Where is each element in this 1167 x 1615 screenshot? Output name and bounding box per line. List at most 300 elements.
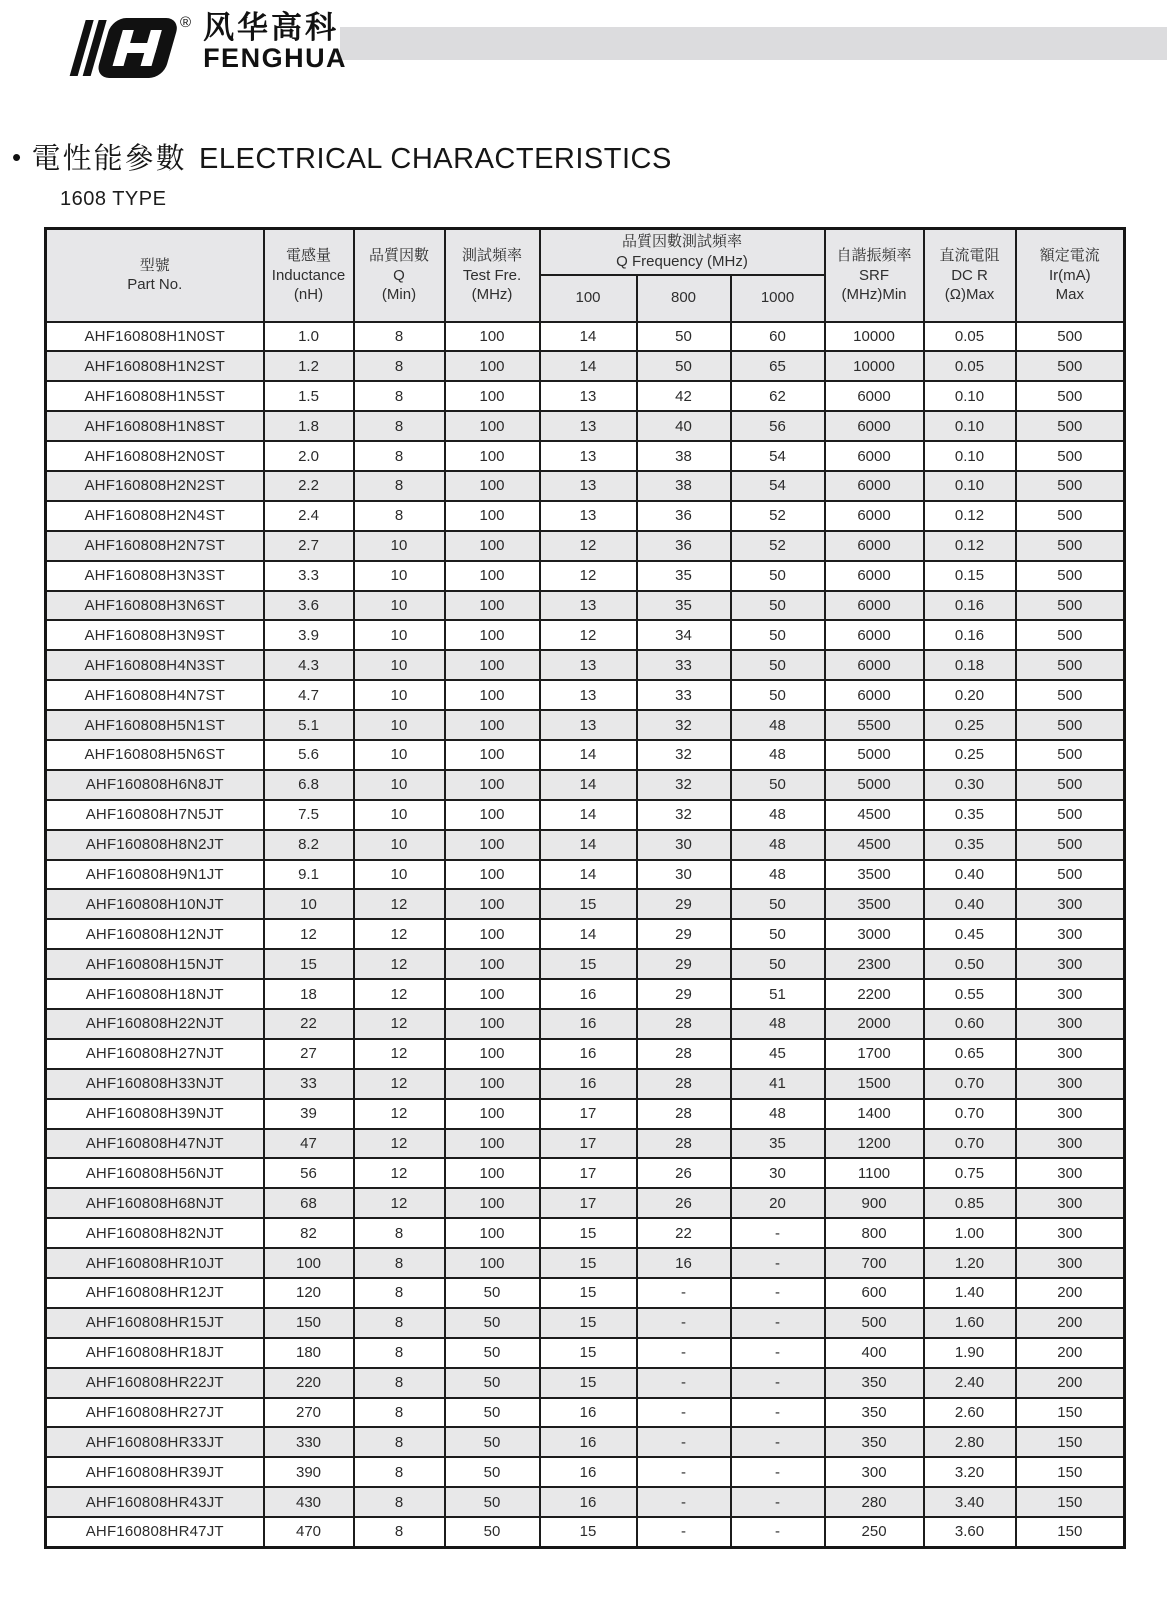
value-cell: 3500 bbox=[825, 860, 924, 890]
value-cell: 500 bbox=[1016, 411, 1125, 441]
value-cell: 16 bbox=[540, 1009, 637, 1039]
value-cell: 2.2 bbox=[264, 471, 354, 501]
value-cell: 0.65 bbox=[924, 1039, 1016, 1069]
type-subtitle: 1608 TYPE bbox=[60, 188, 167, 210]
value-cell: 14 bbox=[540, 860, 637, 890]
table-row bbox=[46, 411, 1125, 441]
value-cell: 0.50 bbox=[924, 949, 1016, 979]
value-cell: 14 bbox=[540, 322, 637, 352]
value-cell: 100 bbox=[445, 1069, 540, 1099]
table-row bbox=[46, 1129, 1125, 1159]
value-cell: 45 bbox=[731, 1039, 825, 1069]
table-row bbox=[46, 1099, 1125, 1129]
value-cell: 280 bbox=[825, 1487, 924, 1517]
table-row bbox=[46, 561, 1125, 591]
part-no-cell: AHF160808H3N9ST bbox=[46, 620, 264, 650]
electrical-characteristics-table bbox=[44, 227, 1126, 1549]
value-cell: 4.7 bbox=[264, 680, 354, 710]
value-cell: 300 bbox=[1016, 889, 1125, 919]
value-cell: 10 bbox=[354, 830, 445, 860]
value-cell: 300 bbox=[1016, 1158, 1125, 1188]
value-cell: 14 bbox=[540, 351, 637, 381]
table-row bbox=[46, 650, 1125, 680]
value-cell: 12 bbox=[354, 1009, 445, 1039]
value-cell: 28 bbox=[637, 1129, 731, 1159]
value-cell: - bbox=[731, 1278, 825, 1308]
value-cell: 12 bbox=[354, 889, 445, 919]
table-row bbox=[46, 800, 1125, 830]
value-cell: 0.10 bbox=[924, 441, 1016, 471]
value-cell: 2300 bbox=[825, 949, 924, 979]
value-cell: 60 bbox=[731, 322, 825, 352]
table-row bbox=[46, 770, 1125, 800]
value-cell: 500 bbox=[1016, 322, 1125, 352]
value-cell: 5.1 bbox=[264, 710, 354, 740]
value-cell: 500 bbox=[1016, 650, 1125, 680]
value-cell: 6000 bbox=[825, 650, 924, 680]
value-cell: 270 bbox=[264, 1398, 354, 1428]
value-cell: 5000 bbox=[825, 740, 924, 770]
value-cell: 500 bbox=[1016, 501, 1125, 531]
value-cell: 12 bbox=[354, 919, 445, 949]
part-no-cell: AHF160808HR43JT bbox=[46, 1487, 264, 1517]
part-no-cell: AHF160808HR12JT bbox=[46, 1278, 264, 1308]
value-cell: 100 bbox=[445, 471, 540, 501]
value-cell: 20 bbox=[731, 1188, 825, 1218]
value-cell: 50 bbox=[445, 1398, 540, 1428]
table-row bbox=[46, 949, 1125, 979]
value-cell: - bbox=[731, 1248, 825, 1278]
table-row bbox=[46, 471, 1125, 501]
table-row bbox=[46, 1457, 1125, 1487]
value-cell: 50 bbox=[731, 889, 825, 919]
col-header-dcr: 直流電阻 DC R (Ω)Max bbox=[924, 229, 1016, 322]
part-no-cell: AHF160808H1N5ST bbox=[46, 381, 264, 411]
value-cell: 500 bbox=[1016, 830, 1125, 860]
table-row bbox=[46, 501, 1125, 531]
value-cell: 33 bbox=[637, 680, 731, 710]
value-cell: 56 bbox=[264, 1158, 354, 1188]
value-cell: 16 bbox=[540, 1398, 637, 1428]
value-cell: 16 bbox=[540, 979, 637, 1009]
value-cell: 32 bbox=[637, 800, 731, 830]
table-row bbox=[46, 322, 1125, 352]
value-cell: 33 bbox=[264, 1069, 354, 1099]
value-cell: 27 bbox=[264, 1039, 354, 1069]
value-cell: 8 bbox=[354, 1517, 445, 1547]
table-row bbox=[46, 1069, 1125, 1099]
value-cell: 6000 bbox=[825, 591, 924, 621]
value-cell: 50 bbox=[637, 322, 731, 352]
value-cell: 12 bbox=[540, 561, 637, 591]
value-cell: 6000 bbox=[825, 411, 924, 441]
value-cell: 16 bbox=[540, 1039, 637, 1069]
value-cell: - bbox=[731, 1218, 825, 1248]
value-cell: 50 bbox=[731, 561, 825, 591]
value-cell: 10 bbox=[264, 889, 354, 919]
table-row bbox=[46, 680, 1125, 710]
col-header-q-min: 品質因數 Q (Min) bbox=[354, 229, 445, 322]
value-cell: 17 bbox=[540, 1188, 637, 1218]
value-cell: 3.3 bbox=[264, 561, 354, 591]
value-cell: - bbox=[731, 1457, 825, 1487]
value-cell: 0.25 bbox=[924, 740, 1016, 770]
table-row bbox=[46, 1188, 1125, 1218]
value-cell: 100 bbox=[445, 351, 540, 381]
value-cell: 8 bbox=[354, 1487, 445, 1517]
value-cell: 5500 bbox=[825, 710, 924, 740]
value-cell: 68 bbox=[264, 1188, 354, 1218]
value-cell: 500 bbox=[1016, 860, 1125, 890]
table-row bbox=[46, 710, 1125, 740]
value-cell: 12 bbox=[354, 949, 445, 979]
value-cell: 100 bbox=[445, 561, 540, 591]
brand-logo bbox=[64, 12, 347, 84]
value-cell: 52 bbox=[731, 531, 825, 561]
part-no-cell: AHF160808H4N7ST bbox=[46, 680, 264, 710]
value-cell: 8 bbox=[354, 1398, 445, 1428]
value-cell: 8 bbox=[354, 1278, 445, 1308]
value-cell: 62 bbox=[731, 381, 825, 411]
value-cell: 16 bbox=[637, 1248, 731, 1278]
value-cell: 0.70 bbox=[924, 1129, 1016, 1159]
value-cell: - bbox=[637, 1457, 731, 1487]
col-header-q-freq-1000: 1000 bbox=[731, 275, 825, 322]
value-cell: 12 bbox=[354, 1158, 445, 1188]
value-cell: 22 bbox=[264, 1009, 354, 1039]
col-header-srf: 自諧振頻率 SRF (MHz)Min bbox=[825, 229, 924, 322]
value-cell: 220 bbox=[264, 1368, 354, 1398]
value-cell: 330 bbox=[264, 1427, 354, 1457]
value-cell: 100 bbox=[445, 591, 540, 621]
value-cell: 40 bbox=[637, 411, 731, 441]
value-cell: 35 bbox=[731, 1129, 825, 1159]
value-cell: 100 bbox=[445, 1218, 540, 1248]
value-cell: 12 bbox=[540, 620, 637, 650]
value-cell: 300 bbox=[825, 1457, 924, 1487]
value-cell: 300 bbox=[1016, 1009, 1125, 1039]
value-cell: 50 bbox=[731, 650, 825, 680]
value-cell: 600 bbox=[825, 1278, 924, 1308]
value-cell: 17 bbox=[540, 1099, 637, 1129]
value-cell: 48 bbox=[731, 830, 825, 860]
value-cell: 100 bbox=[445, 680, 540, 710]
part-no-cell: AHF160808H68NJT bbox=[46, 1188, 264, 1218]
value-cell: 6000 bbox=[825, 501, 924, 531]
value-cell: 50 bbox=[731, 620, 825, 650]
table-row bbox=[46, 381, 1125, 411]
value-cell: 13 bbox=[540, 650, 637, 680]
value-cell: 13 bbox=[540, 471, 637, 501]
value-cell: 32 bbox=[637, 770, 731, 800]
value-cell: 48 bbox=[731, 860, 825, 890]
value-cell: 150 bbox=[1016, 1487, 1125, 1517]
value-cell: 100 bbox=[445, 411, 540, 441]
value-cell: 1.20 bbox=[924, 1248, 1016, 1278]
value-cell: 29 bbox=[637, 949, 731, 979]
value-cell: 100 bbox=[445, 770, 540, 800]
value-cell: 200 bbox=[1016, 1278, 1125, 1308]
part-no-cell: AHF160808HR18JT bbox=[46, 1338, 264, 1368]
part-no-cell: AHF160808H5N6ST bbox=[46, 740, 264, 770]
value-cell: 1.8 bbox=[264, 411, 354, 441]
value-cell: 50 bbox=[731, 770, 825, 800]
value-cell: 17 bbox=[540, 1158, 637, 1188]
part-no-cell: AHF160808H4N3ST bbox=[46, 650, 264, 680]
value-cell: 120 bbox=[264, 1278, 354, 1308]
value-cell: 390 bbox=[264, 1457, 354, 1487]
value-cell: 2.4 bbox=[264, 501, 354, 531]
value-cell: 700 bbox=[825, 1248, 924, 1278]
value-cell: 35 bbox=[637, 561, 731, 591]
brand-names bbox=[203, 12, 347, 72]
value-cell: 36 bbox=[637, 531, 731, 561]
value-cell: 48 bbox=[731, 740, 825, 770]
value-cell: 500 bbox=[1016, 441, 1125, 471]
value-cell: 13 bbox=[540, 680, 637, 710]
part-no-cell: AHF160808H56NJT bbox=[46, 1158, 264, 1188]
value-cell: 1200 bbox=[825, 1129, 924, 1159]
part-no-cell: AHF160808H2N7ST bbox=[46, 531, 264, 561]
table-row bbox=[46, 740, 1125, 770]
table-header bbox=[46, 229, 1125, 322]
value-cell: 500 bbox=[1016, 740, 1125, 770]
value-cell: 0.16 bbox=[924, 620, 1016, 650]
value-cell: 12 bbox=[354, 1188, 445, 1218]
value-cell: 42 bbox=[637, 381, 731, 411]
value-cell: 50 bbox=[445, 1427, 540, 1457]
value-cell: 150 bbox=[1016, 1427, 1125, 1457]
value-cell: 50 bbox=[445, 1278, 540, 1308]
value-cell: 10000 bbox=[825, 322, 924, 352]
value-cell: 10 bbox=[354, 620, 445, 650]
value-cell: 300 bbox=[1016, 1069, 1125, 1099]
part-no-cell: AHF160808H82NJT bbox=[46, 1218, 264, 1248]
part-no-cell: AHF160808H8N2JT bbox=[46, 830, 264, 860]
value-cell: - bbox=[637, 1308, 731, 1338]
value-cell: 50 bbox=[731, 591, 825, 621]
value-cell: 500 bbox=[1016, 680, 1125, 710]
value-cell: 150 bbox=[1016, 1398, 1125, 1428]
value-cell: 200 bbox=[1016, 1308, 1125, 1338]
table-row bbox=[46, 860, 1125, 890]
table-row bbox=[46, 1278, 1125, 1308]
value-cell: 6000 bbox=[825, 561, 924, 591]
value-cell: 12 bbox=[540, 531, 637, 561]
part-no-cell: AHF160808H3N6ST bbox=[46, 591, 264, 621]
value-cell: 300 bbox=[1016, 1188, 1125, 1218]
value-cell: 0.18 bbox=[924, 650, 1016, 680]
part-no-cell: AHF160808H33NJT bbox=[46, 1069, 264, 1099]
value-cell: 3.9 bbox=[264, 620, 354, 650]
value-cell: 3.60 bbox=[924, 1517, 1016, 1547]
value-cell: 1.90 bbox=[924, 1338, 1016, 1368]
value-cell: 50 bbox=[445, 1517, 540, 1547]
value-cell: 1.00 bbox=[924, 1218, 1016, 1248]
part-no-cell: AHF160808H6N8JT bbox=[46, 770, 264, 800]
value-cell: 82 bbox=[264, 1218, 354, 1248]
value-cell: 5.6 bbox=[264, 740, 354, 770]
value-cell: 2000 bbox=[825, 1009, 924, 1039]
value-cell: 300 bbox=[1016, 1099, 1125, 1129]
value-cell: 3500 bbox=[825, 889, 924, 919]
value-cell: 100 bbox=[445, 1188, 540, 1218]
value-cell: 35 bbox=[637, 591, 731, 621]
value-cell: 100 bbox=[445, 740, 540, 770]
value-cell: 500 bbox=[1016, 531, 1125, 561]
part-no-cell: AHF160808HR15JT bbox=[46, 1308, 264, 1338]
value-cell: 3.6 bbox=[264, 591, 354, 621]
value-cell: 54 bbox=[731, 471, 825, 501]
col-header-q-freq-800: 800 bbox=[637, 275, 731, 322]
part-no-cell: AHF160808H10NJT bbox=[46, 889, 264, 919]
part-no-cell: AHF160808H9N1JT bbox=[46, 860, 264, 890]
table-row bbox=[46, 591, 1125, 621]
part-no-cell: AHF160808HR10JT bbox=[46, 1248, 264, 1278]
value-cell: 6000 bbox=[825, 441, 924, 471]
value-cell: 50 bbox=[445, 1308, 540, 1338]
value-cell: 13 bbox=[540, 381, 637, 411]
value-cell: 50 bbox=[731, 949, 825, 979]
value-cell: 38 bbox=[637, 441, 731, 471]
col-header-rated-current: 額定電流 Ir(mA) Max bbox=[1016, 229, 1125, 322]
value-cell: 6000 bbox=[825, 620, 924, 650]
value-cell: 430 bbox=[264, 1487, 354, 1517]
value-cell: 1400 bbox=[825, 1099, 924, 1129]
value-cell: 0.05 bbox=[924, 351, 1016, 381]
value-cell: 8 bbox=[354, 1457, 445, 1487]
value-cell: 300 bbox=[1016, 979, 1125, 1009]
value-cell: 100 bbox=[445, 650, 540, 680]
value-cell: 6000 bbox=[825, 680, 924, 710]
table-row bbox=[46, 441, 1125, 471]
value-cell: 50 bbox=[637, 351, 731, 381]
value-cell: 100 bbox=[445, 830, 540, 860]
value-cell: 0.40 bbox=[924, 860, 1016, 890]
table-row bbox=[46, 351, 1125, 381]
value-cell: 9.1 bbox=[264, 860, 354, 890]
value-cell: 0.20 bbox=[924, 680, 1016, 710]
value-cell: 4500 bbox=[825, 800, 924, 830]
value-cell: 500 bbox=[1016, 800, 1125, 830]
value-cell: 50 bbox=[445, 1368, 540, 1398]
part-no-cell: AHF160808HR27JT bbox=[46, 1398, 264, 1428]
value-cell: 15 bbox=[540, 889, 637, 919]
value-cell: 6000 bbox=[825, 381, 924, 411]
value-cell: 12 bbox=[354, 1129, 445, 1159]
col-header-q-frequency-group: 品質因數測試頻率 Q Frequency (MHz) bbox=[540, 229, 825, 275]
value-cell: 12 bbox=[264, 919, 354, 949]
value-cell: - bbox=[731, 1368, 825, 1398]
value-cell: 13 bbox=[540, 591, 637, 621]
value-cell: 14 bbox=[540, 919, 637, 949]
value-cell: 10 bbox=[354, 561, 445, 591]
value-cell: 1500 bbox=[825, 1069, 924, 1099]
value-cell: 4500 bbox=[825, 830, 924, 860]
value-cell: 300 bbox=[1016, 919, 1125, 949]
value-cell: 100 bbox=[445, 919, 540, 949]
value-cell: 100 bbox=[445, 381, 540, 411]
value-cell: 8 bbox=[354, 441, 445, 471]
value-cell: 10 bbox=[354, 740, 445, 770]
value-cell: 800 bbox=[825, 1218, 924, 1248]
value-cell: 10000 bbox=[825, 351, 924, 381]
table-row bbox=[46, 1308, 1125, 1338]
value-cell: 100 bbox=[445, 1248, 540, 1278]
value-cell: 0.35 bbox=[924, 800, 1016, 830]
value-cell: 8 bbox=[354, 1218, 445, 1248]
value-cell: 8 bbox=[354, 381, 445, 411]
value-cell: 0.45 bbox=[924, 919, 1016, 949]
part-no-cell: AHF160808H22NJT bbox=[46, 1009, 264, 1039]
value-cell: 8 bbox=[354, 1427, 445, 1457]
part-no-cell: AHF160808HR22JT bbox=[46, 1368, 264, 1398]
value-cell: 50 bbox=[445, 1338, 540, 1368]
value-cell: 300 bbox=[1016, 1248, 1125, 1278]
value-cell: - bbox=[637, 1338, 731, 1368]
value-cell: 100 bbox=[445, 860, 540, 890]
value-cell: 100 bbox=[445, 531, 540, 561]
col-header-q-freq-100: 100 bbox=[540, 275, 637, 322]
value-cell: 2.60 bbox=[924, 1398, 1016, 1428]
value-cell: 8 bbox=[354, 1308, 445, 1338]
part-no-cell: AHF160808H2N4ST bbox=[46, 501, 264, 531]
header-gray-bar bbox=[340, 27, 1167, 60]
bullet-icon: • bbox=[12, 142, 22, 172]
value-cell: 10 bbox=[354, 860, 445, 890]
value-cell: 15 bbox=[540, 1248, 637, 1278]
col-header-inductance: 電感量 Inductance (nH) bbox=[264, 229, 354, 322]
value-cell: 8 bbox=[354, 1248, 445, 1278]
value-cell: 500 bbox=[1016, 381, 1125, 411]
value-cell: 3000 bbox=[825, 919, 924, 949]
table-row bbox=[46, 1487, 1125, 1517]
value-cell: 48 bbox=[731, 710, 825, 740]
value-cell: 16 bbox=[540, 1069, 637, 1099]
value-cell: 14 bbox=[540, 800, 637, 830]
value-cell: 1.0 bbox=[264, 322, 354, 352]
value-cell: 0.10 bbox=[924, 471, 1016, 501]
value-cell: 8 bbox=[354, 501, 445, 531]
value-cell: 100 bbox=[445, 710, 540, 740]
table-row bbox=[46, 1248, 1125, 1278]
value-cell: 5000 bbox=[825, 770, 924, 800]
value-cell: - bbox=[731, 1308, 825, 1338]
table-row bbox=[46, 979, 1125, 1009]
table-row bbox=[46, 1517, 1125, 1547]
value-cell: 0.55 bbox=[924, 979, 1016, 1009]
value-cell: 500 bbox=[1016, 591, 1125, 621]
value-cell: 2200 bbox=[825, 979, 924, 1009]
value-cell: 10 bbox=[354, 591, 445, 621]
value-cell: 29 bbox=[637, 919, 731, 949]
value-cell: - bbox=[637, 1368, 731, 1398]
table-row bbox=[46, 889, 1125, 919]
value-cell: 2.7 bbox=[264, 531, 354, 561]
value-cell: 1.40 bbox=[924, 1278, 1016, 1308]
value-cell: 8 bbox=[354, 351, 445, 381]
value-cell: 100 bbox=[445, 889, 540, 919]
value-cell: 100 bbox=[445, 620, 540, 650]
value-cell: 16 bbox=[540, 1487, 637, 1517]
value-cell: 14 bbox=[540, 770, 637, 800]
value-cell: - bbox=[637, 1398, 731, 1428]
value-cell: 200 bbox=[1016, 1368, 1125, 1398]
value-cell: 8.2 bbox=[264, 830, 354, 860]
value-cell: 29 bbox=[637, 979, 731, 1009]
value-cell: 17 bbox=[540, 1129, 637, 1159]
fenghua-logo-icon bbox=[64, 12, 182, 84]
